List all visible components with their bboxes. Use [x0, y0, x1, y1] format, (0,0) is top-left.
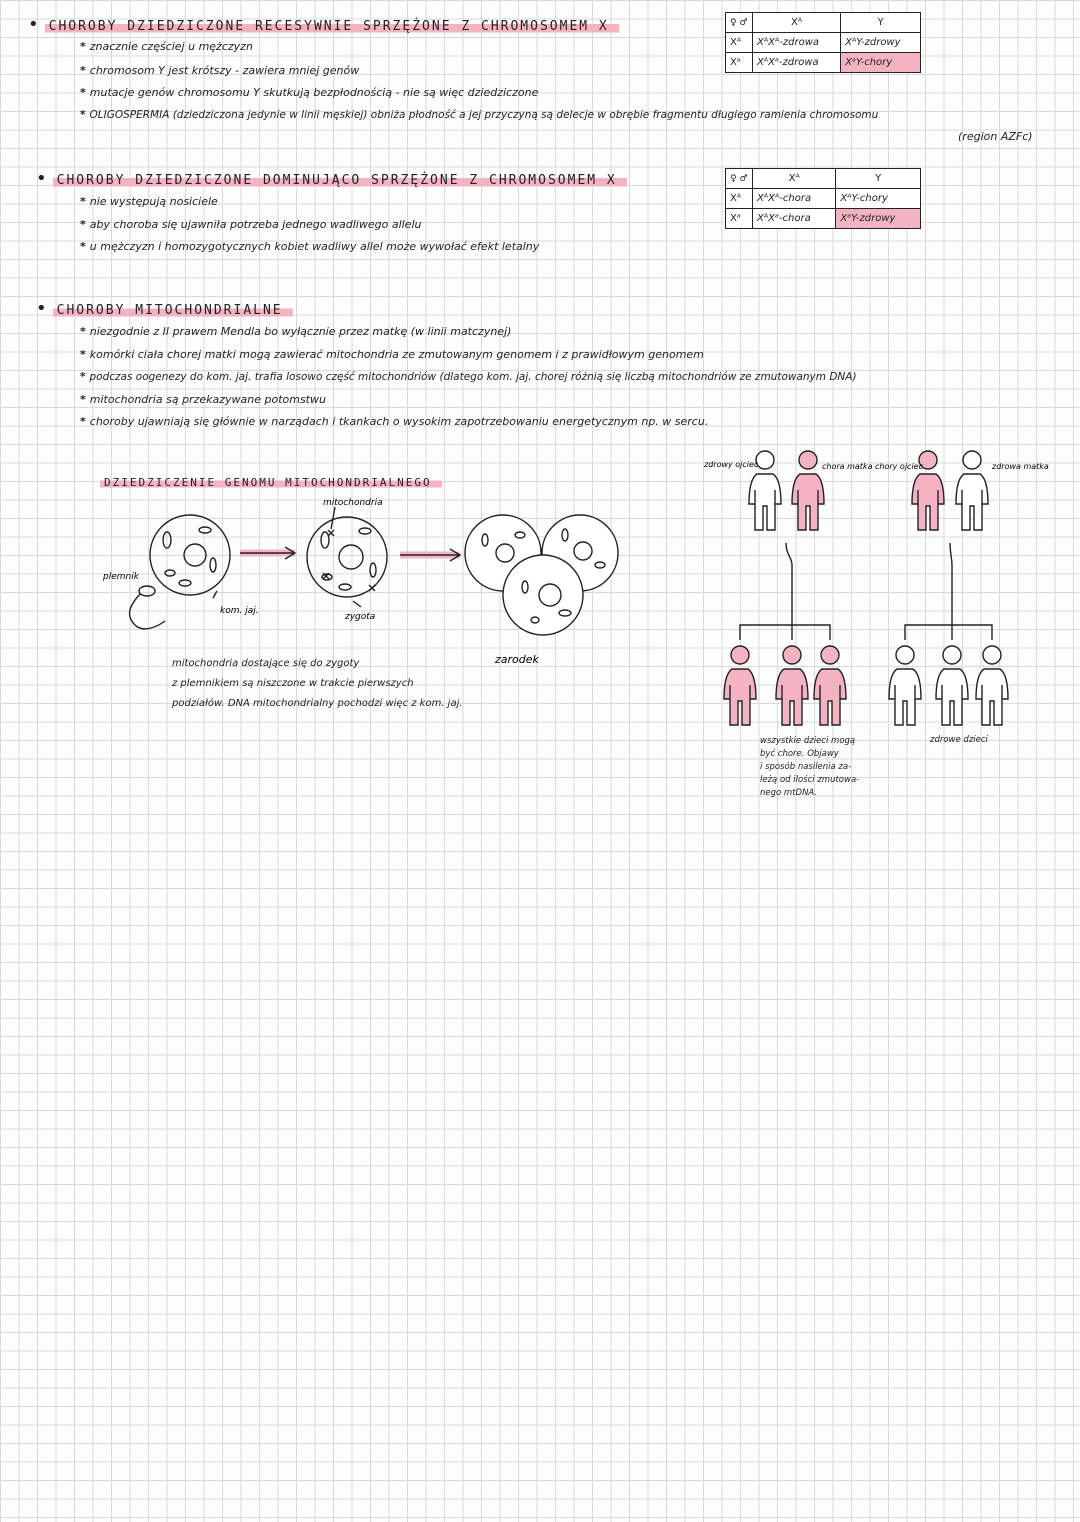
star-icon: * — [80, 109, 86, 121]
caption-line: z plemnikiem są niszczone w trakcie pierwszych — [172, 678, 414, 689]
star-icon: * — [80, 393, 86, 406]
section3-line-2: * komórki ciała chorej matki mogą zawierać mitochondria ze zmutowanym genomem i z prawidłowym genomem — [80, 348, 704, 361]
arrow-icon — [240, 547, 295, 559]
section3-heading: • CHOROBY MITOCHONDRIALNE — [36, 298, 293, 319]
punnett-cell: XᴬXᴬ-zdrowa — [753, 33, 841, 53]
section2-line-3: * u mężczyzn i homozygotycznych kobiet wadliwy allel może wywołać efekt letalny — [80, 240, 540, 253]
caption-line: i sposób nasilenia za- — [760, 762, 852, 772]
punnett-row-header: Xᴬ — [726, 189, 753, 209]
section1-line-1: * znacznie częściej u mężczyzn — [80, 40, 253, 53]
child-healthy-icon — [976, 646, 1008, 725]
section1-heading: • CHOROBY DZIEDZICZONE RECESYWNIE SPRZĘŻONE Z CHROMOSOMEM X — [28, 14, 619, 35]
caption-line: leżą od ilości zmutowa- — [760, 775, 860, 785]
punnett-row-header: Xᵃ — [726, 53, 753, 73]
punnett-cell-highlight: XᵃY-zdrowy — [836, 209, 921, 229]
pedigree-diagram — [700, 445, 1060, 745]
mother-healthy-icon — [956, 451, 988, 530]
section3-line-4: * mitochondria są przekazywane potomstwu — [80, 393, 326, 406]
star-icon: * — [80, 325, 86, 338]
punnett-corner: ♀ ♂ — [726, 169, 753, 189]
child-sick-icon — [814, 646, 846, 725]
mitochondrial-diagram — [95, 495, 655, 675]
section2-line-1: * nie występują nosiciele — [80, 195, 218, 208]
label-plemnik: plemnik — [103, 572, 139, 582]
section3-line-3: * podczas oogenezy do kom. jaj. trafia losowo część mitochondriów (dlatego kom. jaj. chorej różnią się liczbą mitochondriów ze zmutowanym DNA) — [80, 371, 857, 383]
punnett-table-recessive — [725, 12, 921, 73]
star-icon: * — [80, 240, 86, 253]
arrow-icon — [400, 549, 460, 561]
punnett-col-header: Y — [841, 13, 921, 33]
punnett-cell: XᴬXᴬ-chora — [753, 189, 836, 209]
label-left-mother: chora matka — [822, 462, 873, 471]
label-mitochondria: mitochondria — [323, 498, 383, 508]
bullet-icon: • — [36, 298, 47, 319]
punnett-row-header: Xᴬ — [726, 33, 753, 53]
punnett-table-dominant — [725, 168, 921, 229]
diagram-caption — [172, 654, 463, 714]
section3-line-1: * niezgodnie z II prawem Mendla bo wyłącznie przez matkę (w linii matczynej) — [80, 325, 512, 338]
star-icon: * — [80, 371, 86, 383]
diagram-title: DZIEDZICZENIE GENOMU MITOCHONDRIALNEGO — [100, 476, 442, 489]
star-icon: * — [80, 64, 86, 77]
sperm-icon — [130, 586, 165, 629]
label-right-mother: zdrowa matka — [992, 462, 1049, 471]
punnett-row-header: Xᵃ — [726, 209, 753, 229]
caption-line: nego mtDNA. — [760, 788, 818, 798]
star-icon: * — [80, 86, 86, 99]
section1-note: (region AZFc) — [958, 130, 1033, 143]
label-right-father: chory ojciec — [875, 462, 923, 471]
punnett-cell-highlight: XᵃY-chory — [841, 53, 921, 73]
caption-line: wszystkie dzieci mogą — [760, 736, 856, 746]
punnett-col-header: Y — [836, 169, 921, 189]
star-icon: * — [80, 40, 86, 53]
bullet-icon: • — [28, 14, 39, 35]
zygote-icon — [307, 517, 387, 597]
punnett-corner: ♀ ♂ — [726, 13, 753, 33]
punnett-cell: XᴬY-zdrowy — [841, 33, 921, 53]
child-sick-icon — [776, 646, 808, 725]
punnett-col-header: Xᴬ — [753, 13, 841, 33]
punnett-cell: XᴬY-chory — [836, 189, 921, 209]
punnett-cell: XᴬXᵃ-chora — [753, 209, 836, 229]
mother-sick-icon — [792, 451, 824, 530]
child-sick-icon — [724, 646, 756, 725]
pedigree-right-caption: zdrowe dzieci — [930, 735, 988, 745]
punnett-col-header: Xᴬ — [753, 169, 836, 189]
section1-line-3: * mutacje genów chromosomu Y skutkują bezpłodnością - nie są więc dziedziczone — [80, 86, 539, 99]
section3-line-5: * choroby ujawniają się głównie w narządach i tkankach o wysokim zapotrzebowaniu energetycznym np. w sercu. — [80, 415, 709, 428]
child-healthy-icon — [889, 646, 921, 725]
pedigree-left-caption — [760, 735, 859, 800]
bullet-icon: • — [36, 168, 47, 189]
section2-heading: • CHOROBY DZIEDZICZONE DOMINUJĄCO SPRZĘŻONE Z CHROMOSOMEM X — [36, 168, 627, 189]
caption-line: podziałów. DNA mitochondrialny pochodzi więc z kom. jaj. — [172, 698, 463, 709]
caption-line: być chore. Objawy — [760, 749, 839, 759]
embryo-icon — [465, 515, 618, 635]
section2-line-2: * aby choroba się ujawniła potrzeba jednego wadliwego allelu — [80, 218, 422, 231]
caption-line: mitochondria dostające się do zygoty — [172, 658, 360, 669]
star-icon: * — [80, 195, 86, 208]
section1-line-2: * chromosom Y jest krótszy - zawiera mniej genów — [80, 64, 360, 77]
label-kom-jaj: kom. jaj. — [220, 606, 259, 616]
egg-cell-icon — [150, 515, 230, 595]
star-icon: * — [80, 218, 86, 231]
label-zarodek: zarodek — [495, 653, 539, 666]
label-left-father: zdrowy ojciec — [704, 460, 759, 469]
child-healthy-icon — [936, 646, 968, 725]
punnett-cell: XᴬXᵃ-zdrowa — [753, 53, 841, 73]
label-zygota: zygota — [345, 612, 376, 622]
star-icon: * — [80, 348, 86, 361]
star-icon: * — [80, 415, 86, 428]
section1-line-4: * OLIGOSPERMIA (dziedziczona jedynie w linii męskiej) obniża płodność a jej przyczyną są delecje w obrębie fragmentu długiego ramienia chromosomu — [80, 109, 879, 121]
